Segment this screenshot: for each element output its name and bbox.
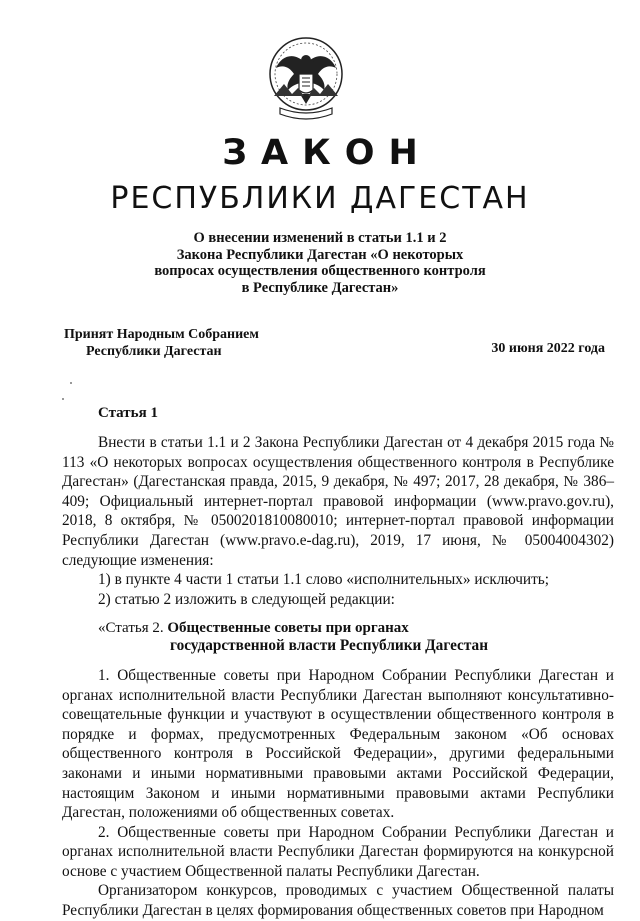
scan-artifact — [70, 382, 72, 384]
adoption-block — [64, 326, 259, 360]
scan-artifact — [62, 398, 64, 400]
adoption-line-1: Принят Народным Собранием — [64, 327, 259, 342]
law-body — [62, 433, 614, 921]
article-1-heading: Статья 1 — [98, 405, 158, 421]
article-1-item-2: 2) статью 2 изложить в следующей редакции: — [98, 590, 395, 608]
adoption-date: 30 июня 2022 года — [491, 341, 605, 356]
subject-line: Закона Республики Дагестан «О некоторых — [176, 246, 464, 263]
subject-line: в Республике Дагестан» — [241, 279, 399, 296]
article-1-intro: Внести в статьи 1.1 и 2 Закона Республики Дагестан от 4 декабря 2015 года № 113 «О некоторых вопросах осуществления общественного контроля в Республике Дагестан» (Дагестанская правда, 2015, 9 декабря, № 497; 2017, 28 декабря, № 386–409; Официальный интернет-портал правовой информации (www.pravo.gov.ru), 2018, 8 октября, № 0500201810080010; интернет-портал правовой информации Республики Дагестан (www.pravo.e-dag.ru), 2019, 17 июня, № 05004004302) следующие изменения: — [62, 434, 614, 569]
adoption-line-2: Республики Дагестан — [86, 344, 222, 359]
law-subject — [0, 230, 640, 296]
coat-of-arms-emblem — [266, 34, 346, 124]
article-2-heading — [62, 620, 614, 656]
article-2-title-line-2: государственной власти Республики Дагестан — [170, 637, 489, 655]
law-title: ЗАКОН — [222, 133, 432, 173]
article-2-paragraph-3: Организатором конкурсов, проводимых с участием Общественной палаты Республики Дагестан в целях формирования общественных советов при Народном — [62, 882, 614, 920]
republic-name: РЕСПУБЛИКИ ДАГЕСТАН — [110, 181, 530, 216]
subject-line: вопросах осуществления общественного контроля — [154, 263, 486, 279]
dagestan-coat-of-arms-icon — [266, 34, 346, 124]
subject-line: О внесении изменений в статьи 1.1 и 2 — [193, 230, 447, 246]
article-2-title-line-1: Общественные советы при органах — [167, 620, 409, 637]
article-2-paragraph-1: 1. Общественные советы при Народном Собрании Республики Дагестан и органах исполнительной власти Республики Дагестан выполняют консультативно-совещательные функции и участвуют в осуществлении общественного контроля в порядке и формах, предусмотренных Федеральным законом «Об основах общественного контроля в Российской Федерации», другими федеральными законами и иными нормативными правовыми актами Российской Федерации, настоящим Законом и иными нормативными правовыми актами Республики Дагестан, положениями об общественных советах. — [62, 666, 614, 822]
article-2-paragraph-2: 2. Общественные советы при Народном Собрании Республики Дагестан и органах исполнительной власти Республики Дагестан формируются на конкурсной основе с участием Общественной палаты Республики Дагестан. — [62, 823, 614, 880]
article-1-item-1: 1) в пункте 4 части 1 статьи 1.1 слово «исполнительных» исключить; — [98, 571, 550, 589]
article-2-prefix: «Статья 2. — [98, 620, 164, 637]
